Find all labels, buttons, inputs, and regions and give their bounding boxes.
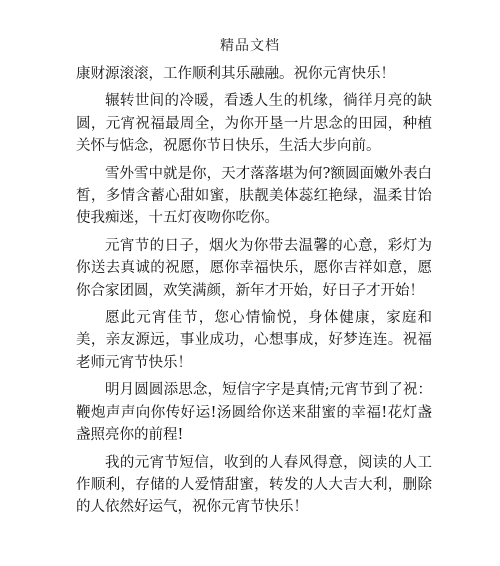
paragraph: 元宵节的日子，烟火为你带去温馨的心意，彩灯为你送去真诚的祝愿，愿你幸福快乐，愿你吉祥如意，愿你合家团圆，欢笑满颜，新年才开始，好日子才开始！ <box>76 237 432 299</box>
document-body <box>76 63 432 519</box>
paragraph: 我的元宵节短信，收到的人春风得意，阅读的人工作顺利，存储的人爱情甜蜜，转发的人大吉大利，删除的人依然好运气，祝你元宵节快乐！ <box>76 454 432 516</box>
paragraph: 愿此元宵佳节，您心情愉悦，身体健康，家庭和美，亲友源远，事业成功，心想事成，好梦连连。祝福老师元宵节快乐！ <box>76 310 432 371</box>
page-header: 精品文档 <box>220 38 280 54</box>
paragraph: 雪外雪中就是你，天才落落堪为何?额圆面嫩外表白皙，多情含蓄心甜如蜜，肤靓美体蕊红艳绿，温柔甘饴使我痴迷，十五灯夜吻你吃你。 <box>76 165 432 227</box>
page-bottom-edge <box>0 562 500 566</box>
paragraph: 辗转世间的冷暖，看透人生的机缘，徜徉月亮的缺圆，元宵祝福最周全，为你开垦一片思念的田园，种植关怀与惦念，祝愿你节日快乐，生活大步向前。 <box>76 93 432 155</box>
paragraph: 明月圆圆添思念，短信字字是真情;元宵节到了祝：鞭炮声声向你传好运!汤圆给你送来甜蜜的幸福!花灯盏盏照亮你的前程! <box>76 382 432 444</box>
paragraph-continued: 康财源滚滚，工作顺利其乐融融。祝你元宵快乐！ <box>76 66 395 82</box>
